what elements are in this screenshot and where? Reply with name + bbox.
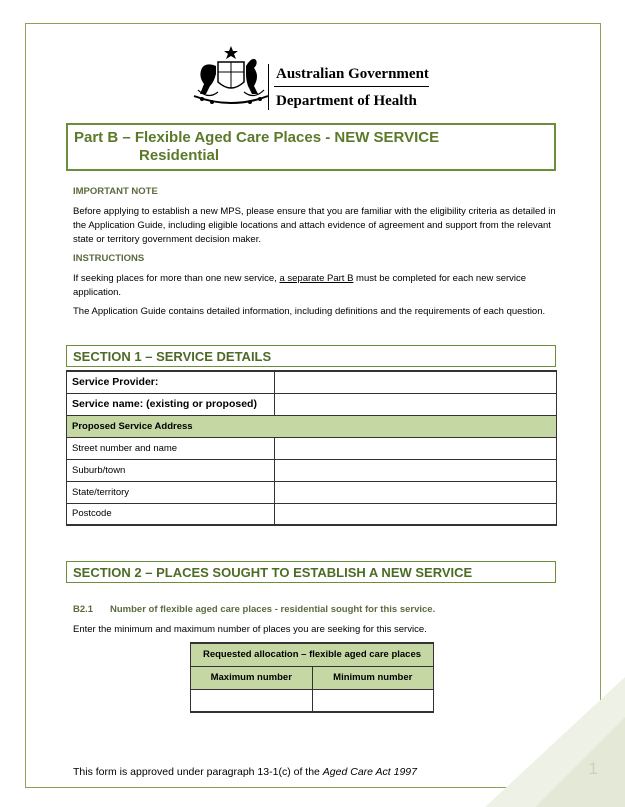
question-text: Number of flexible aged care places - residential sought for this service.	[110, 604, 436, 615]
page-number: 1	[588, 759, 598, 778]
table-row	[67, 371, 557, 393]
maximum-number-input[interactable]	[191, 689, 313, 712]
street-label: Street number and name	[67, 437, 275, 459]
postcode-label: Postcode	[67, 503, 275, 525]
table-row	[191, 689, 434, 712]
street-input[interactable]	[275, 437, 557, 459]
coat-of-arms-icon	[188, 44, 274, 110]
government-logo	[188, 44, 438, 110]
minimum-number-header: Minimum number	[312, 666, 434, 689]
allocation-table-header: Requested allocation – flexible aged care places	[191, 643, 434, 666]
table-row	[67, 393, 557, 415]
postcode-input[interactable]	[275, 503, 557, 525]
table-row	[67, 437, 557, 459]
maximum-number-header: Maximum number	[191, 666, 313, 689]
instructions-text: If seeking places for more than one new service,	[73, 273, 280, 284]
important-note-text: Before applying to establish a new MPS, please ensure that you are familiar with the eligibility criteria as detailed in the Application Guide, including eligible locations and attach evidence of agreement and support from the relevant state or territory government decision maker.	[73, 206, 556, 245]
footer-text: This form is approved under paragraph 13-1(c) of the	[73, 766, 323, 778]
service-provider-input[interactable]	[275, 371, 557, 393]
instructions-paragraph-2: The Application Guide contains detailed information, including definitions and the requirements of each question.	[73, 306, 546, 317]
act-name: Aged Care Act 1997	[322, 766, 417, 778]
logo-divider	[268, 64, 269, 110]
suburb-input[interactable]	[275, 459, 557, 481]
service-details-table	[66, 370, 557, 526]
important-note-heading: IMPORTANT NOTE	[73, 186, 158, 197]
service-name-input[interactable]	[275, 393, 557, 415]
table-row	[191, 666, 434, 689]
table-row	[67, 503, 557, 525]
question-number: B2.1	[73, 604, 94, 615]
service-provider-label: Service Provider:	[67, 371, 275, 393]
page-corner-decoration	[485, 677, 625, 807]
question-b2-1	[73, 604, 435, 615]
state-label: State/territory	[67, 481, 275, 503]
section-1-heading: SECTION 1 – SERVICE DETAILS	[66, 345, 556, 367]
instructions-text: must be completed for each new service application.	[73, 273, 527, 298]
form-title: Part B – Flexible Aged Care Places - NEW SERVICE	[74, 129, 440, 146]
places-instruction: Enter the minimum and maximum number of places you are seeking for this service.	[73, 624, 427, 635]
footer-approval-text	[73, 766, 417, 778]
form-subtitle: Residential	[139, 147, 220, 164]
logo-government-name: Australian Government	[276, 66, 429, 82]
section-2-heading: SECTION 2 – PLACES SOUGHT TO ESTABLISH A NEW SERVICE	[66, 561, 556, 583]
table-row	[191, 643, 434, 666]
instructions-heading: INSTRUCTIONS	[73, 253, 145, 264]
table-row	[67, 459, 557, 481]
service-name-label: Service name: (existing or proposed)	[67, 393, 275, 415]
table-row	[67, 415, 557, 437]
state-input[interactable]	[275, 481, 557, 503]
logo-rule	[274, 86, 429, 87]
logo-department-name: Department of Health	[276, 93, 417, 109]
proposed-address-heading: Proposed Service Address	[67, 415, 557, 437]
separate-part-b-link: a separate Part B	[279, 273, 354, 284]
instructions-paragraph-1	[73, 272, 557, 300]
form-title-box	[66, 123, 556, 171]
allocation-table	[190, 642, 434, 713]
minimum-number-input[interactable]	[312, 689, 434, 712]
suburb-label: Suburb/town	[67, 459, 275, 481]
table-row	[67, 481, 557, 503]
